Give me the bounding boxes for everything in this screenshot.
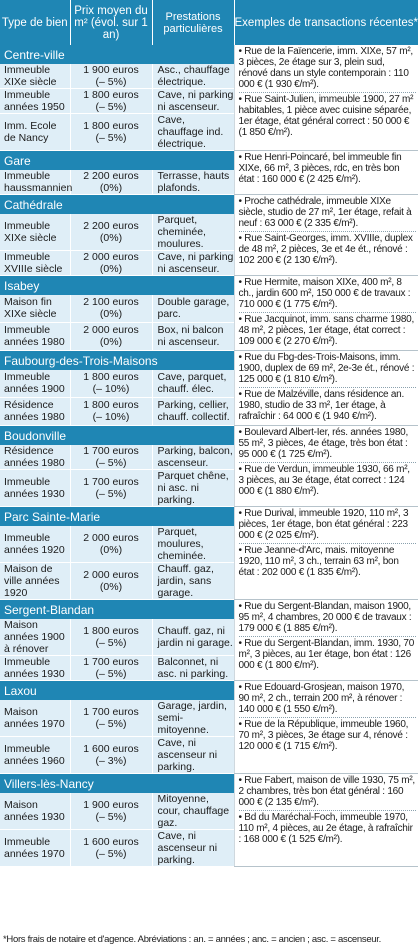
- price-cell: [70, 526, 152, 563]
- header-transactions: Exemples de transactions récentes*: [234, 0, 418, 45]
- price-cell: [70, 322, 152, 350]
- price-change: (– 3%): [95, 755, 127, 767]
- price-value: 1 900 euros: [83, 799, 139, 811]
- price-cell: [70, 737, 152, 774]
- section-header: [0, 276, 234, 296]
- features: Double garage, parc.: [152, 295, 234, 322]
- section-header-row: [0, 681, 418, 701]
- price-change: (0%): [99, 544, 123, 556]
- price-value: 1 800 euros: [83, 371, 139, 384]
- price-change: (– 5%): [95, 101, 127, 113]
- price-change: (– 5%): [95, 76, 127, 88]
- price-change: (0%): [99, 308, 123, 321]
- features: Parquet chêne, ni asc. ni parking.: [152, 470, 234, 507]
- section-name: Laxou: [4, 683, 37, 698]
- price-cell: [70, 89, 152, 114]
- price-change: (– 5%): [95, 457, 127, 469]
- property-type: Immeuble années 1900: [0, 370, 70, 397]
- price-change: (– 10%): [92, 411, 130, 424]
- section-name: Boudonville: [4, 428, 67, 443]
- price-value: 2 200 euros: [83, 170, 139, 182]
- header-property-type: Type de bien: [0, 0, 70, 45]
- property-type: Maison fin XIXe siècle: [0, 295, 70, 322]
- price-cell: [70, 214, 152, 251]
- section-header: [0, 774, 234, 794]
- section-name: Gare: [4, 153, 31, 168]
- section-header-row: [0, 426, 418, 446]
- property-type: Immeuble années 1950: [0, 89, 70, 114]
- price-value: 1 800 euros: [83, 89, 139, 101]
- property-type: Résidence années 1980: [0, 397, 70, 425]
- property-type: Immeuble années 1930: [0, 656, 70, 681]
- price-change: (– 5%): [95, 488, 127, 500]
- features: Chauff. gaz, jardin, sans garage.: [152, 563, 234, 600]
- property-type: Immeuble années 1980: [0, 322, 70, 350]
- section-header: [0, 195, 234, 215]
- price-cell: [70, 114, 152, 151]
- transaction-examples: [234, 351, 418, 426]
- transaction-example: • Rue de la Faïencerie, imm. XIXe, 57 m², 3 pièces, 2e étage sur 3, plein sud, rénové dans un style contemporain : 110 000 € (1 930 €/m²).: [238, 46, 413, 90]
- transaction-example: • Rue de la République, immeuble 1960, 70 m², 3 pièces, 3e étage sur 4, rénové : 120 000 € (1 715 €/m²).: [239, 717, 417, 752]
- property-type: Immeuble années 1960: [0, 737, 70, 774]
- section-name: Cathédrale: [4, 197, 63, 212]
- table-header: [0, 0, 418, 45]
- transaction-example: • Rue de Verdun, immeuble 1930, 66 m², 3 pièces, au 3e étage, état correct : 124 000 € (1 880 €/m²).: [239, 462, 417, 497]
- footnote: *Hors frais de notaire et d'agence. Abréviations : an. = années ; anc. = ancien ; asc. = ascenseur.: [3, 934, 381, 945]
- features: Cave, ni ascenseur ni parking.: [152, 830, 234, 867]
- transaction-example: • Rue du Fbg-des-Trois-Maisons, imm. 1900, duplex de 69 m², 2e-3e ét., rénové : 125 000 € (1 810 €/m²).: [238, 352, 415, 385]
- property-type: Immeuble années 1920: [0, 526, 70, 563]
- price-change: (0%): [99, 182, 123, 194]
- transaction-example: • Rue Edouard-Grosjean, maison 1970, 90 m², 2 ch., terrain 200 m², à rénover : 140 000 € (1 550 €/m²).: [238, 682, 405, 715]
- price-value: 1 700 euros: [83, 445, 139, 457]
- property-type: Immeuble années 1930: [0, 470, 70, 507]
- price-value: 2 100 euros: [83, 296, 139, 309]
- property-type: Immeuble XVIIIe siècle: [0, 251, 70, 276]
- price-value: 2 000 euros: [83, 532, 139, 544]
- price-cell: [70, 470, 152, 507]
- section-header: [0, 45, 234, 64]
- section-header: [0, 351, 234, 371]
- price-value: 2 200 euros: [83, 220, 139, 232]
- price-change: (– 10%): [92, 383, 130, 396]
- transaction-example: • Rue Saint-Julien, immeuble 1900, 27 m² habitables, 1 pièce avec cuisine séparée, 1er étage, état général correct : 50 000 € (1 850 €/m²).: [239, 92, 417, 138]
- price-change: (– 5%): [95, 132, 127, 144]
- transaction-examples: [234, 276, 418, 351]
- price-value: 1 900 euros: [83, 64, 139, 76]
- price-cell: [70, 700, 152, 737]
- price-cell: [70, 295, 152, 322]
- features: Garage, jardin, semi-mitoyenne.: [152, 700, 234, 737]
- price-cell: [70, 64, 152, 89]
- property-type: Maison de ville années 1920: [0, 563, 70, 600]
- section-name: Sergent-Blandan: [4, 602, 95, 617]
- property-type: Immeuble XIXe siècle: [0, 214, 70, 251]
- transaction-example: • Rue du Sergent-Blandan, maison 1900, 95 m², 4 chambres, 20 000 € de travaux : 179 000 € (1 885 €/m²).: [238, 601, 412, 634]
- transaction-example: • Proche cathédrale, immeuble XIXe siècle, studio de 27 m², 1er étage, refait à neuf : 63 000 € (2 335 €/m²).: [238, 196, 412, 229]
- price-cell: [70, 251, 152, 276]
- section-header: [0, 507, 234, 527]
- transaction-example: • Rue Jacquinot, imm. sans charme 1980, 48 m², 2 pièces, 1er étage, état correct : 109 000 € (2 270 €/m²).: [238, 314, 415, 347]
- transaction-examples: [234, 507, 418, 600]
- transaction-examples: [234, 774, 418, 867]
- section-header-row: [0, 600, 418, 620]
- price-change: (0%): [99, 581, 123, 593]
- price-cell: [70, 619, 152, 656]
- price-change: (– 5%): [95, 811, 127, 823]
- section-name: Villers-lès-Nancy: [4, 776, 94, 791]
- features: Chauff. gaz, ni jardin ni garage.: [152, 619, 234, 656]
- header-price-per-m2: Prix moyen du m² (évol. sur 1 an): [70, 0, 152, 45]
- transaction-example: • Rue de Malzéville, dans résidence an. 1980, studio de 33 m², 1er étage, à rafraîchir : 64 000 € (1 940 €/m²).: [239, 387, 417, 422]
- section-name: Parc Sainte-Marie: [4, 509, 101, 524]
- features: Box, ni balcon ni ascenseur.: [152, 322, 234, 350]
- features: Parking, cellier, chauff. collectif.: [152, 397, 234, 425]
- price-cell: [70, 830, 152, 867]
- price-change: (– 5%): [95, 668, 127, 680]
- features: Cave, parquet, chauff. élec.: [152, 370, 234, 397]
- property-type: Immeuble années 1970: [0, 830, 70, 867]
- section-header-row: [0, 351, 418, 371]
- price-cell: [70, 793, 152, 830]
- price-value: 2 000 euros: [83, 569, 139, 581]
- features: Parquet, cheminée, moulures.: [152, 214, 234, 251]
- transaction-example: • Boulevard Albert-Ier, rés. années 1980, 55 m², 3 pièces, 4e étage, très bon état : 95 000 € (1 725 €/m²).: [238, 427, 408, 460]
- section-name: Faubourg-des-Trois-Maisons: [4, 353, 158, 368]
- transaction-example: • Rue Jeanne-d'Arc, mais. mitoyenne 1920, 110 m², 3 ch., terrain 63 m², bon état : 202 000 € (1 835 €/m²).: [239, 543, 417, 578]
- price-value: 1 800 euros: [83, 120, 139, 132]
- transaction-example: • Bd du Maréchal-Foch, immeuble 1970, 110 m², 4 pièces, au 2e étage, à rafraîchir : 168 000 € (1 525 €/m²).: [239, 810, 417, 845]
- header-features: Prestations particulières: [152, 0, 234, 45]
- price-cell: [70, 170, 152, 195]
- property-type: Immeuble haussmannien: [0, 170, 70, 195]
- price-change: (– 5%): [95, 848, 127, 860]
- transaction-examples: [234, 426, 418, 507]
- price-value: 2 000 euros: [83, 251, 139, 263]
- features: Mitoyenne, cour, chauffage gaz.: [152, 793, 234, 830]
- price-value: 1 600 euros: [83, 743, 139, 755]
- section-header-row: [0, 774, 418, 794]
- price-value: 1 700 euros: [83, 706, 139, 718]
- transaction-example: • Rue Saint-Georges, imm. XVIIIe, duplex de 48 m², 2 pièces, 3e et 4e ét., rénové : 102 200 € (2 130 €/m²).: [239, 231, 417, 266]
- transaction-examples: [234, 195, 418, 276]
- price-value: 1 800 euros: [83, 625, 139, 637]
- price-change: (– 5%): [95, 637, 127, 649]
- features: Cave, ni parking ni ascenseur.: [152, 251, 234, 276]
- price-value: 1 700 euros: [83, 476, 139, 488]
- features: Cave, ni ascenseur ni parking.: [152, 737, 234, 774]
- section-header: [0, 681, 234, 701]
- price-value: 1 700 euros: [83, 656, 139, 668]
- section-name: Centre-ville: [4, 47, 65, 62]
- property-type: Immeuble XIXe siècle: [0, 64, 70, 89]
- features: Parking, balcon, ascenseur.: [152, 445, 234, 470]
- price-value: 1 800 euros: [83, 399, 139, 412]
- section-header: [0, 151, 234, 171]
- transaction-examples: [234, 600, 418, 681]
- price-cell: [70, 370, 152, 397]
- transaction-example: • Rue Hermite, maison XIXe, 400 m², 8 ch., jardin 600 m², 150 000 € de travaux : 710 000 € (1 775 €/m²).: [238, 277, 411, 310]
- section-header-row: [0, 195, 418, 215]
- section-header-row: [0, 507, 418, 527]
- features: Cave, chauffage ind. électrique.: [152, 114, 234, 151]
- property-type: Maison années 1930: [0, 793, 70, 830]
- transaction-example: • Rue Henri-Poincaré, bel immeuble fin XIXe, 66 m², 3 pièces, rdc, en très bon état : 160 000 € (2 425 €/m²).: [238, 152, 402, 185]
- price-cell: [70, 445, 152, 470]
- price-cell: [70, 397, 152, 425]
- property-type: Imm. Ecole de Nancy: [0, 114, 70, 151]
- section-name: Isabey: [4, 278, 40, 293]
- features: Parquet, moulures, cheminée.: [152, 526, 234, 563]
- features: Cave, ni parking ni ascenseur.: [152, 89, 234, 114]
- section-header: [0, 600, 234, 620]
- section-header-row: [0, 151, 418, 171]
- section-header-row: [0, 276, 418, 296]
- price-cell: [70, 656, 152, 681]
- transaction-examples: [234, 151, 418, 195]
- price-value: 2 000 euros: [83, 324, 139, 337]
- property-type: Résidence années 1980: [0, 445, 70, 470]
- transaction-examples: [234, 45, 418, 151]
- price-change: (– 5%): [95, 718, 127, 730]
- price-change: (0%): [99, 263, 123, 275]
- features: Asc., chauffage électrique.: [152, 64, 234, 89]
- property-type: Maison années 1900 à rénover: [0, 619, 70, 656]
- table-body: [0, 45, 418, 867]
- features: Balconnet, ni asc. ni parking.: [152, 656, 234, 681]
- price-value: 1 600 euros: [83, 836, 139, 848]
- price-cell: [70, 563, 152, 600]
- transaction-example: • Rue Fabert, maison de ville 1930, 75 m², 2 chambres, très bon état général : 160 000 € (2 135 €/m²).: [238, 775, 415, 808]
- price-change: (0%): [99, 232, 123, 244]
- transaction-example: • Rue Durival, immeuble 1920, 110 m², 3 pièces, 1er étage, bon état général : 223 000 € (2 025 €/m²).: [238, 508, 409, 541]
- section-header: [0, 426, 234, 446]
- transaction-example: • Rue du Sergent-Blandan, imm. 1930, 70 m², 3 pièces, au 1er étage, bon état : 126 000 € (1 800 €/m²).: [238, 638, 415, 671]
- transaction-examples: [234, 681, 418, 774]
- section-header-row: [0, 45, 418, 64]
- features: Terrasse, hauts plafonds.: [152, 170, 234, 195]
- property-type: Maison années 1970: [0, 700, 70, 737]
- price-change: (0%): [99, 336, 123, 349]
